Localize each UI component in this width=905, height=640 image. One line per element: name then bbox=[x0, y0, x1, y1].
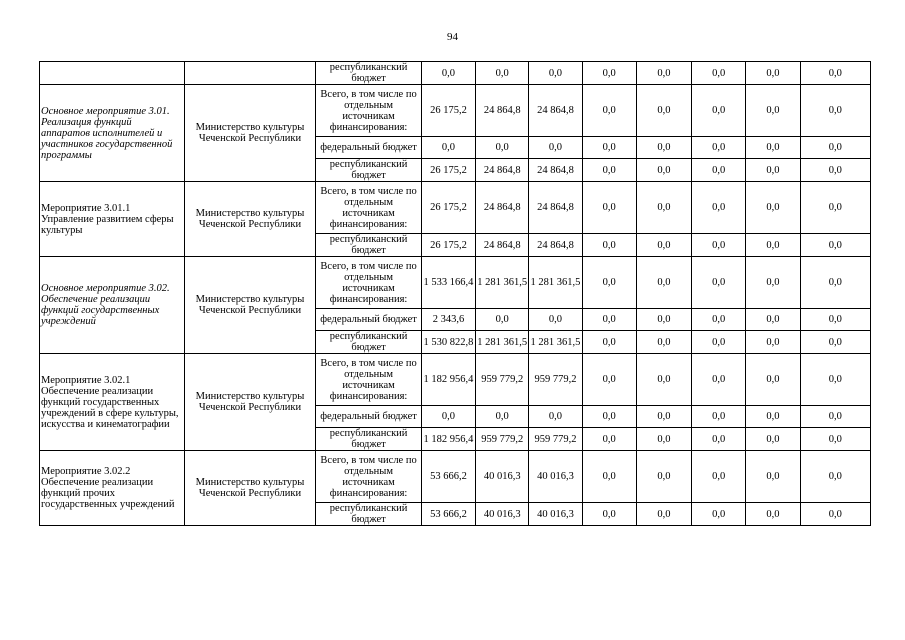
value-cell: 40 016,3 bbox=[529, 503, 582, 526]
value-cell: 0,0 bbox=[746, 451, 800, 503]
measure-name: Мероприятие 3.02.2 Обеспечение реализации функций прочих государственных учреждений bbox=[40, 451, 185, 526]
value-cell: 24 864,8 bbox=[476, 159, 529, 182]
value-cell: 0,0 bbox=[476, 137, 529, 159]
value-cell: 1 281 361,5 bbox=[476, 257, 529, 309]
value-cell: 0,0 bbox=[800, 85, 870, 137]
value-cell: 24 864,8 bbox=[529, 182, 582, 234]
value-cell: 26 175,2 bbox=[421, 234, 475, 257]
value-cell: 40 016,3 bbox=[476, 451, 529, 503]
measure-name: Мероприятие 3.02.1 Обеспечение реализации функций государственных учреждений в сфере культуры, искусства и кинематографии bbox=[40, 354, 185, 451]
value-cell: 1 533 166,4 bbox=[421, 257, 475, 309]
value-cell: 0,0 bbox=[636, 406, 691, 428]
value-cell: 0,0 bbox=[746, 159, 800, 182]
value-cell: 26 175,2 bbox=[421, 182, 475, 234]
value-cell: 0,0 bbox=[582, 137, 636, 159]
executor-name: Министерство культуры Чеченской Республики bbox=[184, 451, 316, 526]
value-cell: 53 666,2 bbox=[421, 503, 475, 526]
value-cell: 0,0 bbox=[476, 309, 529, 331]
name-cell bbox=[40, 62, 185, 85]
value-cell: 0,0 bbox=[582, 354, 636, 406]
executor-cell bbox=[184, 62, 316, 85]
value-cell: 0,0 bbox=[692, 451, 746, 503]
value-cell: 0,0 bbox=[800, 428, 870, 451]
value-cell: 959 779,2 bbox=[529, 354, 582, 406]
value-cell: 0,0 bbox=[582, 234, 636, 257]
value-cell: 0,0 bbox=[421, 137, 475, 159]
value-cell: 0,0 bbox=[800, 234, 870, 257]
value-cell: 0,0 bbox=[421, 62, 475, 85]
executor-name: Министерство культуры Чеченской Республики bbox=[184, 182, 316, 257]
value-cell: 0,0 bbox=[800, 406, 870, 428]
value-cell: 0,0 bbox=[636, 428, 691, 451]
funding-table bbox=[39, 61, 871, 526]
funding-source: республиканский бюджет bbox=[316, 428, 422, 451]
value-cell: 959 779,2 bbox=[476, 354, 529, 406]
table-row bbox=[40, 182, 871, 234]
value-cell: 0,0 bbox=[692, 137, 746, 159]
funding-source: федеральный бюджет bbox=[316, 406, 422, 428]
value-cell: 1 281 361,5 bbox=[529, 257, 582, 309]
value-cell: 0,0 bbox=[582, 182, 636, 234]
value-cell: 0,0 bbox=[636, 234, 691, 257]
value-cell: 0,0 bbox=[800, 182, 870, 234]
table-row bbox=[40, 354, 871, 406]
value-cell: 0,0 bbox=[800, 309, 870, 331]
value-cell: 0,0 bbox=[746, 257, 800, 309]
value-cell: 0,0 bbox=[582, 503, 636, 526]
value-cell: 0,0 bbox=[746, 234, 800, 257]
value-cell: 24 864,8 bbox=[529, 85, 582, 137]
value-cell: 0,0 bbox=[800, 137, 870, 159]
value-cell: 1 281 361,5 bbox=[476, 331, 529, 354]
value-cell: 0,0 bbox=[529, 309, 582, 331]
table-row bbox=[40, 257, 871, 309]
value-cell: 0,0 bbox=[692, 331, 746, 354]
value-cell: 0,0 bbox=[582, 257, 636, 309]
funding-source: Всего, в том числе по отдельным источникам финансирования: bbox=[316, 257, 422, 309]
table-row bbox=[40, 85, 871, 137]
value-cell: 40 016,3 bbox=[529, 451, 582, 503]
executor-name: Министерство культуры Чеченской Республики bbox=[184, 85, 316, 182]
value-cell: 0,0 bbox=[692, 85, 746, 137]
value-cell: 40 016,3 bbox=[476, 503, 529, 526]
value-cell: 0,0 bbox=[636, 159, 691, 182]
funding-source: республиканский бюджет bbox=[316, 234, 422, 257]
source-cell: республиканский бюджет bbox=[316, 62, 422, 85]
table-row bbox=[40, 451, 871, 503]
funding-source: федеральный бюджет bbox=[316, 137, 422, 159]
value-cell: 26 175,2 bbox=[421, 159, 475, 182]
value-cell: 0,0 bbox=[582, 62, 636, 85]
value-cell: 1 530 822,8 bbox=[421, 331, 475, 354]
value-cell: 53 666,2 bbox=[421, 451, 475, 503]
funding-source: Всего, в том числе по отдельным источникам финансирования: bbox=[316, 451, 422, 503]
value-cell: 0,0 bbox=[692, 406, 746, 428]
value-cell: 0,0 bbox=[582, 85, 636, 137]
value-cell: 0,0 bbox=[636, 182, 691, 234]
funding-source: Всего, в том числе по отдельным источникам финансирования: bbox=[316, 182, 422, 234]
value-cell: 0,0 bbox=[692, 309, 746, 331]
funding-source: республиканский бюджет bbox=[316, 331, 422, 354]
value-cell: 0,0 bbox=[800, 503, 870, 526]
value-cell: 0,0 bbox=[582, 451, 636, 503]
value-cell: 1 182 956,4 bbox=[421, 428, 475, 451]
value-cell: 0,0 bbox=[582, 309, 636, 331]
value-cell: 0,0 bbox=[636, 137, 691, 159]
value-cell: 0,0 bbox=[692, 428, 746, 451]
value-cell: 0,0 bbox=[800, 257, 870, 309]
value-cell: 0,0 bbox=[692, 159, 746, 182]
funding-source: Всего, в том числе по отдельным источникам финансирования: bbox=[316, 85, 422, 137]
funding-source: республиканский бюджет bbox=[316, 503, 422, 526]
value-cell: 0,0 bbox=[746, 406, 800, 428]
value-cell: 0,0 bbox=[800, 354, 870, 406]
value-cell: 26 175,2 bbox=[421, 85, 475, 137]
value-cell: 0,0 bbox=[636, 503, 691, 526]
value-cell: 0,0 bbox=[746, 428, 800, 451]
value-cell: 0,0 bbox=[800, 159, 870, 182]
value-cell: 0,0 bbox=[800, 62, 870, 85]
value-cell: 0,0 bbox=[636, 257, 691, 309]
value-cell: 0,0 bbox=[636, 331, 691, 354]
value-cell: 0,0 bbox=[692, 62, 746, 85]
value-cell: 1 281 361,5 bbox=[529, 331, 582, 354]
value-cell: 0,0 bbox=[692, 234, 746, 257]
value-cell: 0,0 bbox=[746, 182, 800, 234]
value-cell: 24 864,8 bbox=[529, 234, 582, 257]
value-cell: 0,0 bbox=[582, 331, 636, 354]
value-cell: 959 779,2 bbox=[529, 428, 582, 451]
value-cell: 0,0 bbox=[529, 137, 582, 159]
funding-source: республиканский бюджет bbox=[316, 159, 422, 182]
value-cell: 0,0 bbox=[746, 85, 800, 137]
value-cell: 959 779,2 bbox=[476, 428, 529, 451]
value-cell: 0,0 bbox=[476, 62, 529, 85]
value-cell: 0,0 bbox=[746, 137, 800, 159]
value-cell: 0,0 bbox=[746, 354, 800, 406]
value-cell: 0,0 bbox=[476, 406, 529, 428]
value-cell: 0,0 bbox=[746, 331, 800, 354]
value-cell: 24 864,8 bbox=[476, 182, 529, 234]
value-cell: 0,0 bbox=[636, 309, 691, 331]
executor-name: Министерство культуры Чеченской Республики bbox=[184, 354, 316, 451]
measure-name: Основное мероприятие 3.02. Обеспечение реализации функций государственных учреждений bbox=[40, 257, 185, 354]
value-cell: 0,0 bbox=[636, 62, 691, 85]
value-cell: 0,0 bbox=[529, 62, 582, 85]
page-number: 94 bbox=[447, 31, 458, 43]
value-cell: 2 343,6 bbox=[421, 309, 475, 331]
value-cell: 0,0 bbox=[582, 159, 636, 182]
value-cell: 0,0 bbox=[692, 257, 746, 309]
table-row bbox=[40, 62, 871, 85]
value-cell: 0,0 bbox=[746, 309, 800, 331]
value-cell: 24 864,8 bbox=[529, 159, 582, 182]
value-cell: 0,0 bbox=[692, 503, 746, 526]
value-cell: 24 864,8 bbox=[476, 85, 529, 137]
value-cell: 0,0 bbox=[692, 354, 746, 406]
value-cell: 0,0 bbox=[421, 406, 475, 428]
measure-name: Основное мероприятие 3.01. Реализация функций аппаратов исполнителей и участников государственной программы bbox=[40, 85, 185, 182]
funding-source: федеральный бюджет bbox=[316, 309, 422, 331]
value-cell: 0,0 bbox=[636, 354, 691, 406]
value-cell: 0,0 bbox=[692, 182, 746, 234]
value-cell: 0,0 bbox=[582, 428, 636, 451]
measure-name: Мероприятие 3.01.1 Управление развитием сферы культуры bbox=[40, 182, 185, 257]
value-cell: 0,0 bbox=[582, 406, 636, 428]
value-cell: 0,0 bbox=[636, 85, 691, 137]
value-cell: 0,0 bbox=[746, 503, 800, 526]
value-cell: 0,0 bbox=[636, 451, 691, 503]
value-cell: 0,0 bbox=[529, 406, 582, 428]
executor-name: Министерство культуры Чеченской Республики bbox=[184, 257, 316, 354]
value-cell: 1 182 956,4 bbox=[421, 354, 475, 406]
value-cell: 0,0 bbox=[746, 62, 800, 85]
funding-source: Всего, в том числе по отдельным источникам финансирования: bbox=[316, 354, 422, 406]
value-cell: 0,0 bbox=[800, 451, 870, 503]
value-cell: 24 864,8 bbox=[476, 234, 529, 257]
value-cell: 0,0 bbox=[800, 331, 870, 354]
